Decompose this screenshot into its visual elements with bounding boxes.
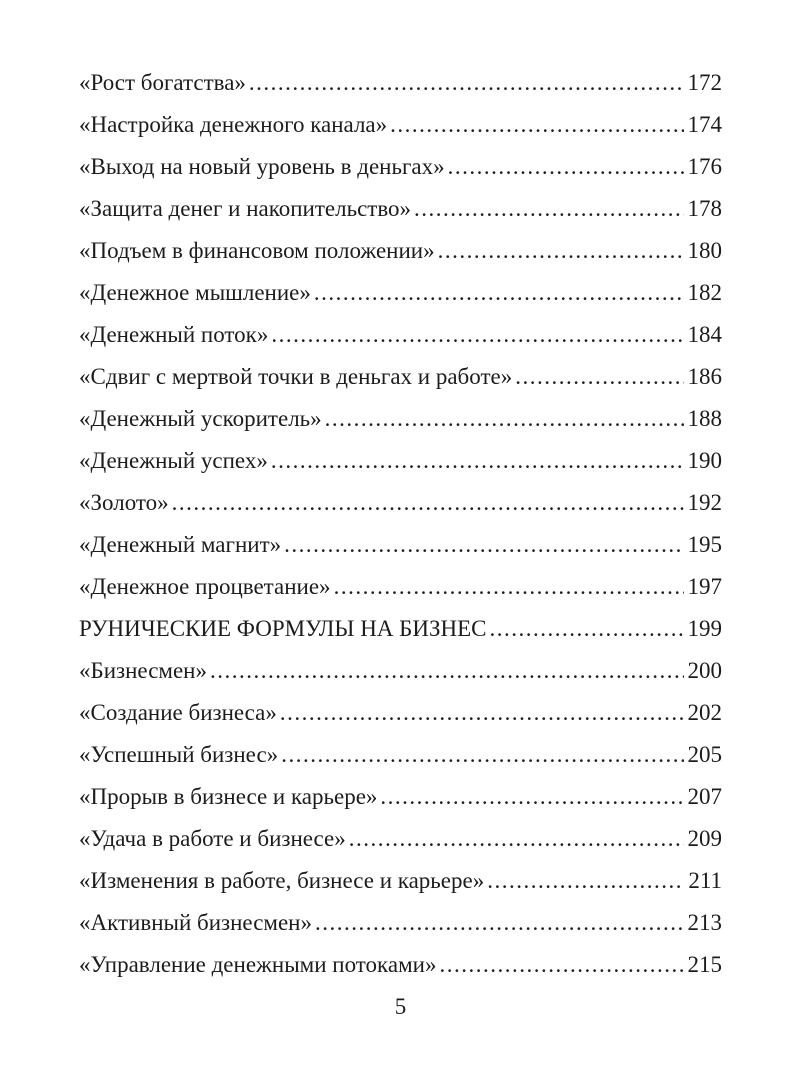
dot-leader-icon <box>207 650 684 692</box>
toc-entry-title: «Денежный ускоритель» <box>79 406 322 431</box>
toc-entry <box>79 524 722 566</box>
toc-entry <box>79 104 722 146</box>
toc-entry <box>79 398 722 440</box>
toc-entry-page: 199 <box>687 616 722 641</box>
toc-entry <box>79 356 722 398</box>
toc-entry-title: «Денежный успех» <box>79 448 268 473</box>
toc-entry-title: «Активный бизнесмен» <box>79 910 312 935</box>
dot-leader-icon <box>268 440 684 482</box>
toc-entry-title: «Удача в работе и бизнесе» <box>79 826 346 851</box>
toc-entry-title: «Управление денежными потоками» <box>79 952 437 977</box>
dot-leader-icon <box>268 314 683 356</box>
toc-entry <box>79 902 722 944</box>
dot-leader-icon <box>487 608 684 650</box>
toc-entry <box>79 860 722 902</box>
toc-entry-page: 195 <box>687 532 722 557</box>
toc-entry-title: «Изменения в работе, бизнесе и карьере» <box>79 868 485 893</box>
toc-entry <box>79 272 722 314</box>
dot-leader-icon <box>277 692 684 734</box>
dot-leader-icon <box>435 230 684 272</box>
toc-entry-title: «Сдвиг с мертвой точки в деньгах и работе» <box>79 364 513 389</box>
dot-leader-icon <box>322 398 684 440</box>
toc-entry <box>79 314 722 356</box>
toc-section-entry <box>79 608 722 650</box>
toc-entry-page: 184 <box>687 322 722 347</box>
dot-leader-icon <box>278 734 683 776</box>
toc-entry-page: 205 <box>687 742 722 767</box>
toc-entry <box>79 692 722 734</box>
toc-entry-title: «Выход на новый уровень в деньгах» <box>79 154 445 179</box>
toc-entry <box>79 188 722 230</box>
toc-entry-title: «Прорыв в бизнесе и карьере» <box>79 784 378 809</box>
toc-entry <box>79 818 722 860</box>
toc-entry <box>79 230 722 272</box>
toc-entry <box>79 146 722 188</box>
page-number: 5 <box>394 994 407 1019</box>
dot-leader-icon <box>445 146 684 188</box>
dot-leader-icon <box>387 104 683 146</box>
toc-entry <box>79 650 722 692</box>
toc-entry-page: 176 <box>687 154 722 179</box>
toc-entry-title: РУНИЧЕСКИЕ ФОРМУЛЫ НА БИЗНЕС <box>79 616 487 641</box>
toc-entry-title: «Денежное мышление» <box>79 280 311 305</box>
dot-leader-icon <box>312 902 684 944</box>
toc-entry-page: 213 <box>687 910 722 935</box>
toc-entry <box>79 734 722 776</box>
toc-entry-title: «Денежный магнит» <box>79 532 282 557</box>
toc-entry-title: «Успешный бизнес» <box>79 742 279 767</box>
toc-entry-page: 186 <box>687 364 722 389</box>
toc-entry-page: 192 <box>687 490 722 515</box>
toc-entry-title: «Золото» <box>79 490 169 515</box>
toc-entry-title: «Подъем в финансовом положении» <box>79 238 435 263</box>
dot-leader-icon <box>331 566 684 608</box>
toc-entry-title: «Рост богатства» <box>79 70 246 95</box>
page-footer <box>79 986 722 1028</box>
toc-entry-title: «Бизнесмен» <box>79 658 207 683</box>
toc-entry-page: 188 <box>687 406 722 431</box>
toc-entry <box>79 944 722 986</box>
toc-entry-page: 200 <box>687 658 722 683</box>
toc-entry-title: «Защита денег и накопительство» <box>79 196 412 221</box>
toc-entry <box>79 776 722 818</box>
toc-entry-page: 209 <box>687 826 722 851</box>
toc-entry-page: 178 <box>687 196 722 221</box>
toc-entry <box>79 566 722 608</box>
toc-entry-page: 202 <box>687 700 722 725</box>
toc-entry-page: 197 <box>687 574 722 599</box>
dot-leader-icon <box>311 272 684 314</box>
dot-leader-icon <box>246 62 684 104</box>
toc-entry <box>79 440 722 482</box>
toc-entry-title: «Денежное процветание» <box>79 574 331 599</box>
dot-leader-icon <box>411 188 683 230</box>
dot-leader-icon <box>281 524 683 566</box>
toc-entry-page: 172 <box>687 70 722 95</box>
dot-leader-icon <box>346 818 684 860</box>
toc-entry-page: 182 <box>687 280 722 305</box>
dot-leader-icon <box>512 356 683 398</box>
toc-entry-page: 207 <box>687 784 722 809</box>
toc-entry-page: 215 <box>687 952 722 977</box>
toc-entry-page: 174 <box>687 112 722 137</box>
dot-leader-icon <box>436 944 683 986</box>
dot-leader-icon <box>377 776 683 818</box>
toc-entry-page: 190 <box>687 448 722 473</box>
toc-entry <box>79 482 722 524</box>
toc-entry-title: «Создание бизнеса» <box>79 700 277 725</box>
toc-entry-title: «Денежный поток» <box>79 322 269 347</box>
toc-entry <box>79 62 722 104</box>
dot-leader-icon <box>484 860 684 902</box>
toc-entry-page: 211 <box>688 868 722 893</box>
toc-entry-title: «Настройка денежного канала» <box>79 112 388 137</box>
toc-entry-page: 180 <box>687 238 722 263</box>
dot-leader-icon <box>169 482 684 524</box>
toc-list <box>79 62 722 986</box>
